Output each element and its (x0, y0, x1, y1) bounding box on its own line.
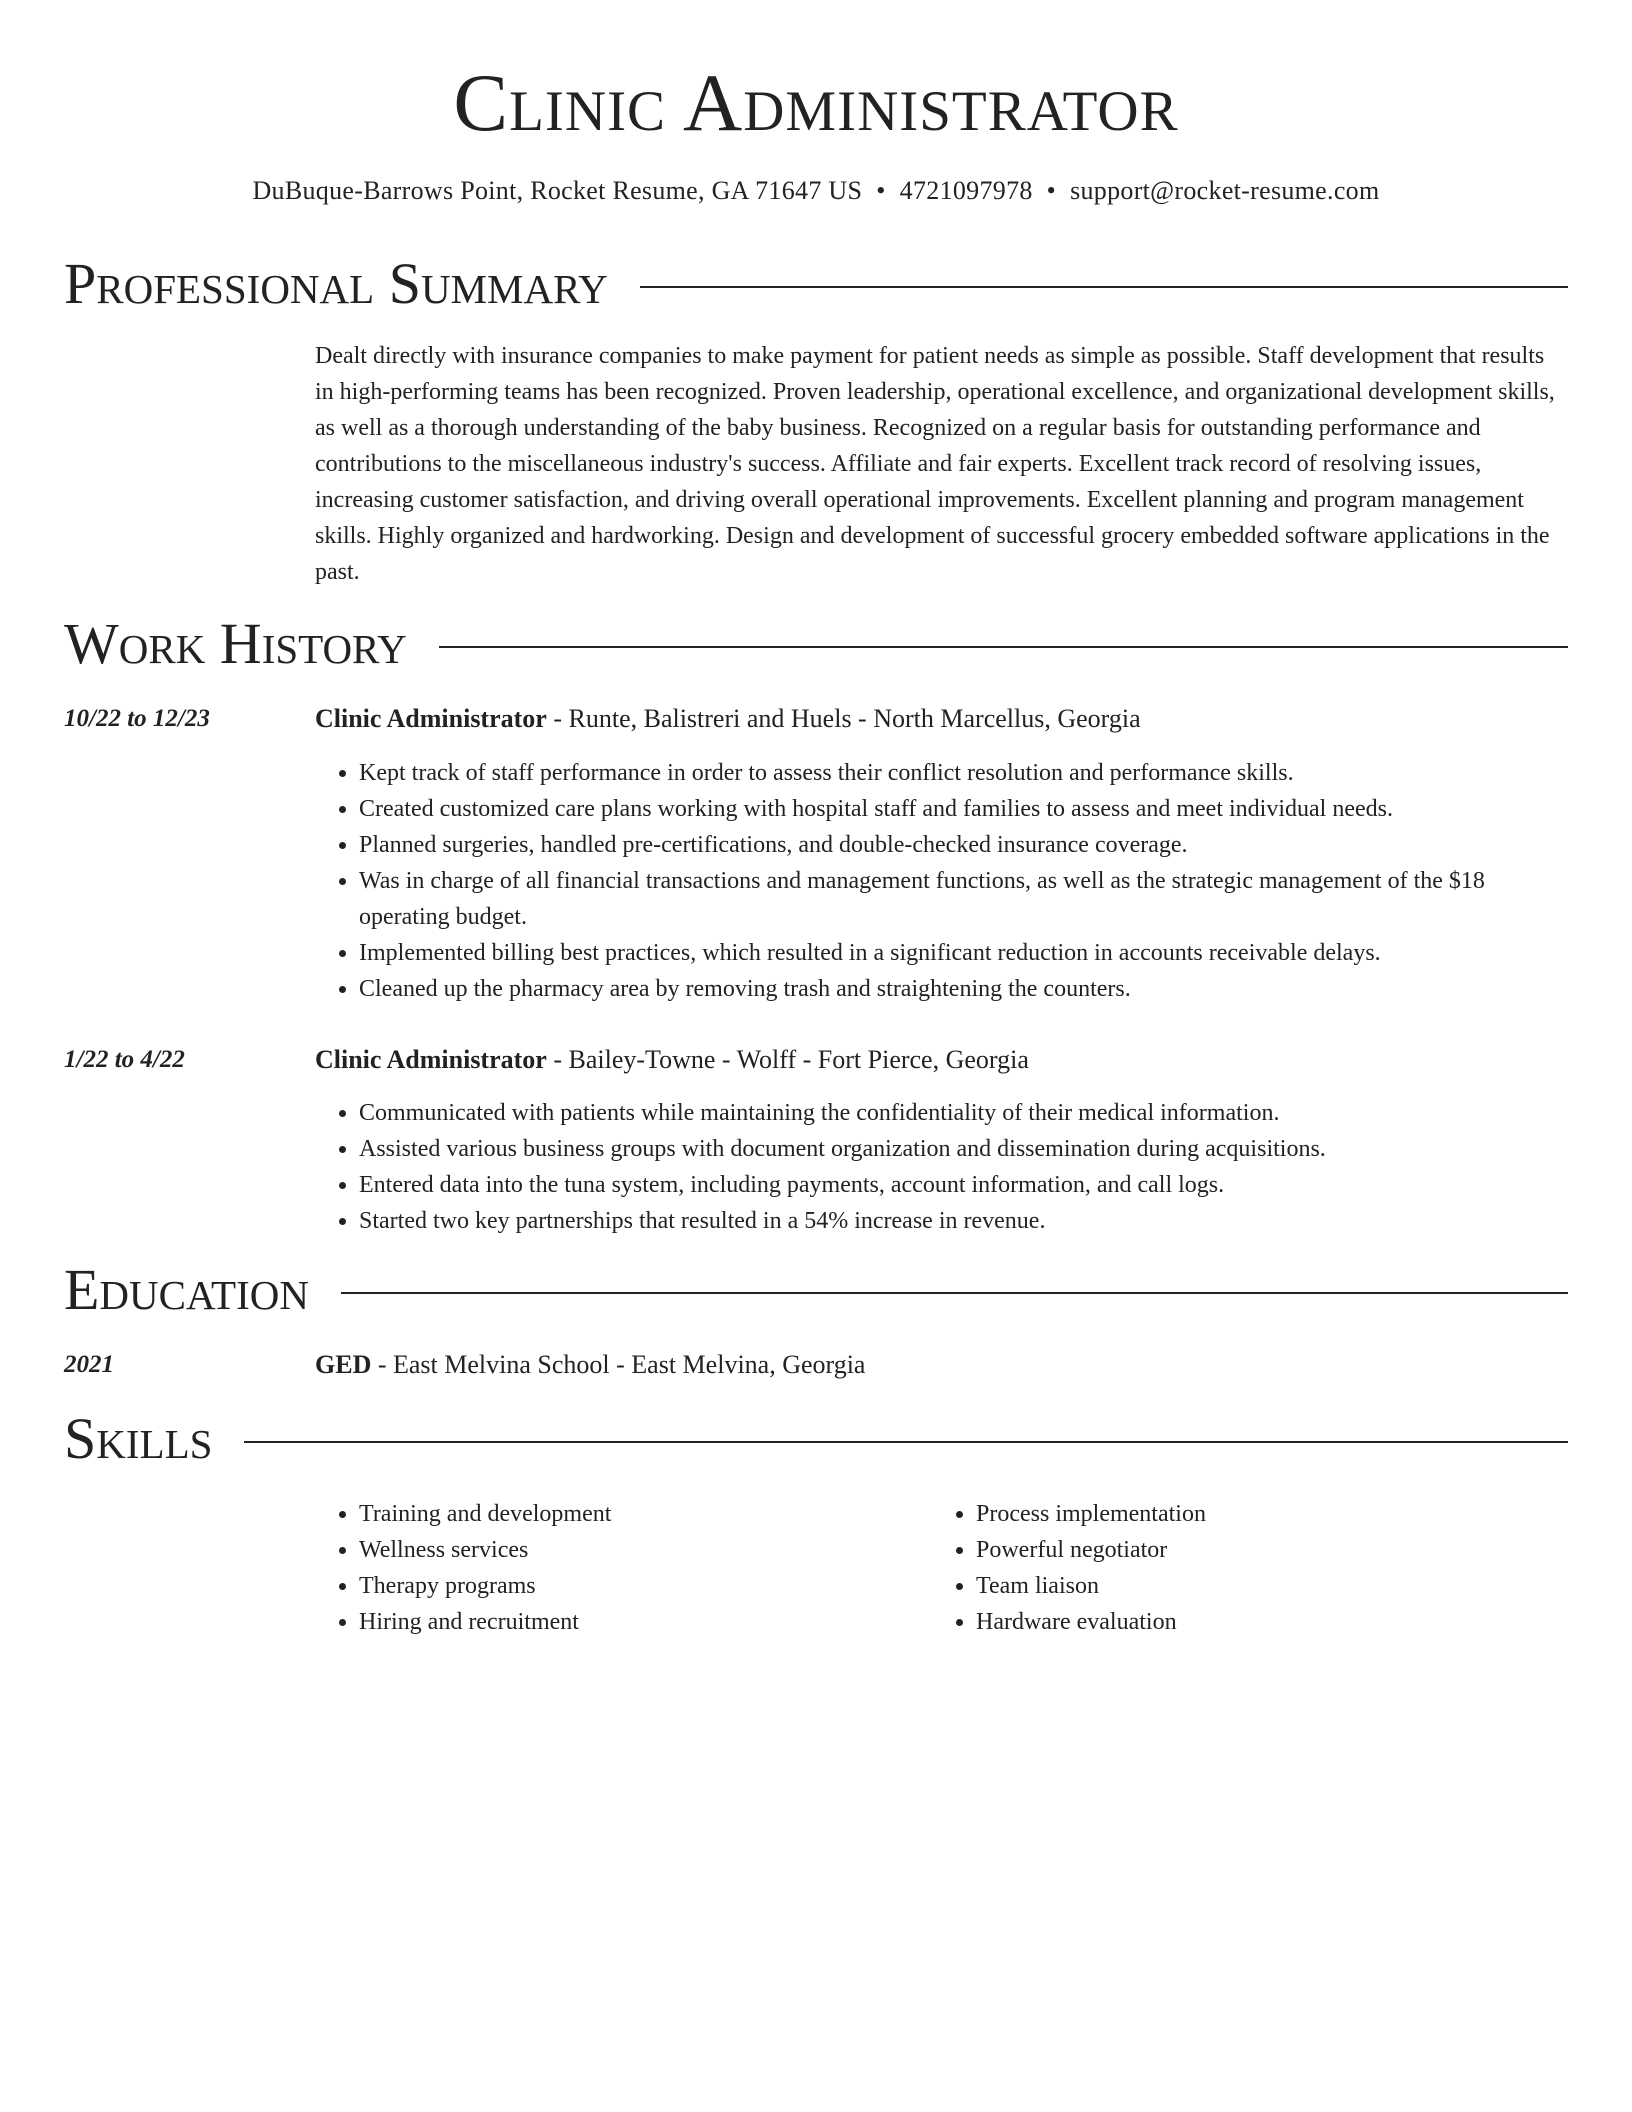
job-bullets (315, 1095, 1568, 1239)
job-title-line (315, 702, 1568, 736)
education-line (315, 1348, 1568, 1382)
education-details: - East Melvina School - East Melvina, Georgia (371, 1350, 866, 1379)
work-heading: Work History (64, 611, 407, 676)
job-dates: 1/22 to 4/22 (64, 1046, 185, 1073)
job-bullets (315, 755, 1568, 1007)
contact-address: DuBuque-Barrows Point, Rocket Resume, GA 71647 US (252, 176, 863, 205)
skill-item: • Therapy programs (359, 1568, 915, 1604)
job-role: Clinic Administrator (315, 1045, 547, 1074)
job-bullet: • Created customized care plans working with hospital staff and families to assess and meet individual needs. (359, 791, 1568, 827)
contact-phone: 4721097978 (899, 176, 1033, 205)
section-divider (244, 1441, 1568, 1443)
resume-title: Clinic Administrator (453, 57, 1179, 148)
skills-section-header (64, 1407, 1568, 1471)
skills-list-right (932, 1496, 1568, 1640)
skill-item: • Training and development (359, 1496, 915, 1532)
summary-text: Dealt directly with insurance companies to make payment for patient needs as simple as possible. Staff development that results in high-performing teams has been recognized. Proven leadership, operational excellence, and organizational development skills, as well as a thorough understanding of the baby business. Recognized on a regular basis for outstanding performance and contributions to the miscellaneous industry's success. Affiliate and fair experts. Excellent track record of resolving issues, increasing customer satisfaction, and driving overall operational improvements. Excellent planning and program management skills. Highly organized and hardworking. Design and development of successful grocery embedded software applications in the past. (315, 343, 1555, 585)
skill-item: • Process implementation (976, 1496, 1568, 1532)
education-heading: Education (64, 1257, 309, 1322)
contact-separator: • (1046, 176, 1057, 205)
skill-item: • Team liaison (976, 1568, 1568, 1604)
job-details: - Bailey-Towne - Wolff - Fort Pierce, Georgia (546, 1045, 1029, 1074)
job-bullet: • Cleaned up the pharmacy area by removing trash and straightening the counters. (359, 971, 1568, 1007)
skill-item: • Powerful negotiator (976, 1532, 1568, 1568)
job-role: Clinic Administrator (315, 704, 547, 733)
job-bullet: • Implemented billing best practices, which resulted in a significant reduction in accounts receivable delays. (359, 935, 1568, 971)
summary-section-header (64, 252, 1568, 316)
section-divider (640, 286, 1568, 288)
contact-separator: • (876, 176, 886, 205)
education-year: 2021 (64, 1351, 114, 1378)
contact-line (0, 174, 1632, 208)
skill-item: • Hardware evaluation (976, 1604, 1568, 1640)
job-bullet: • Communicated with patients while maintaining the confidentiality of their medical information. (359, 1095, 1568, 1131)
job-bullet: • Assisted various business groups with document organization and dissemination during acquisitions. (359, 1131, 1568, 1167)
contact-email: support@rocket-resume.com (1070, 176, 1380, 205)
skills-heading: Skills (64, 1406, 213, 1471)
job-dates: 10/22 to 12/23 (64, 705, 210, 732)
skill-item: • Hiring and recruitment (359, 1604, 915, 1640)
section-divider (341, 1292, 1568, 1294)
job-title-line (315, 1043, 1568, 1077)
skill-item: • Wellness services (359, 1532, 915, 1568)
job-bullet: • Entered data into the tuna system, including payments, account information, and call logs. (359, 1167, 1568, 1203)
education-degree: GED (315, 1350, 372, 1379)
job-bullet: • Planned surgeries, handled pre-certifications, and double-checked insurance coverage. (359, 827, 1568, 863)
job-details: - Runte, Balistreri and Huels - North Marcellus, Georgia (546, 704, 1141, 733)
job-bullet: • Was in charge of all financial transactions and management functions, as well as the strategic management of the $18 operating budget. (359, 863, 1568, 935)
section-divider (439, 646, 1568, 648)
skills-list-left (315, 1496, 915, 1640)
work-section-header (64, 612, 1568, 676)
education-section-header (64, 1258, 1568, 1322)
summary-heading: Professional Summary (64, 251, 608, 316)
job-bullet: • Started two key partnerships that resulted in a 54% increase in revenue. (359, 1203, 1568, 1239)
job-bullet: • Kept track of staff performance in order to assess their conflict resolution and performance skills. (359, 755, 1568, 791)
